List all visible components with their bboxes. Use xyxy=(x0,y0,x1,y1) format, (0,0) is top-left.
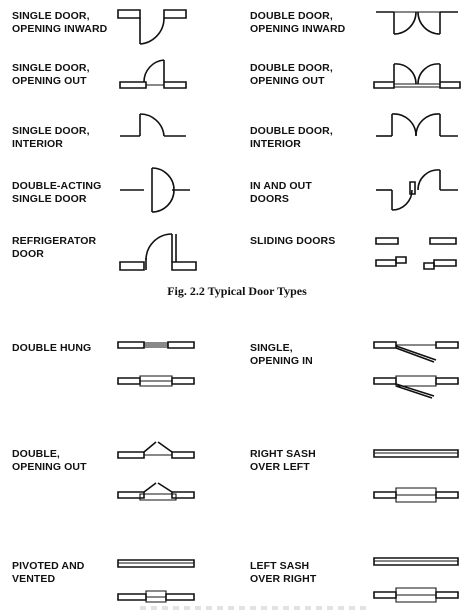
symbol-sliding-doors xyxy=(376,238,456,269)
label-double-door-opening-inward: DOUBLE DOOR, OPENING INWARD xyxy=(250,10,346,35)
label-single-door-interior: SINGLE DOOR, INTERIOR xyxy=(12,125,90,150)
symbol-single-door-opening-inward xyxy=(118,10,186,44)
label-single-door-opening-out: SINGLE DOOR, OPENING OUT xyxy=(12,62,90,87)
label-right-sash-over-left: RIGHT SASH OVER LEFT xyxy=(250,448,316,473)
label-double-door-opening-out: DOUBLE DOOR, OPENING OUT xyxy=(250,62,333,87)
symbol-double-door-interior xyxy=(376,114,458,136)
symbol-left-sash-over-right xyxy=(374,558,458,602)
label-double-door-interior: DOUBLE DOOR, INTERIOR xyxy=(250,125,333,150)
symbol-double-acting-single-door xyxy=(120,168,190,212)
symbol-double-hung xyxy=(118,342,194,386)
symbol-double-door-opening-inward xyxy=(376,12,458,34)
symbol-pivoted-and-vented xyxy=(118,560,194,602)
label-sliding-doors: SLIDING DOORS xyxy=(250,235,336,247)
label-in-and-out-doors: IN AND OUT DOORS xyxy=(250,180,312,205)
label-double-hung: DOUBLE HUNG xyxy=(12,342,92,354)
label-pivoted-and-vented: PIVOTED AND VENTED xyxy=(12,560,85,585)
symbol-right-sash-over-left xyxy=(374,450,458,502)
label-double-acting-single-door: DOUBLE-ACTING SINGLE DOOR xyxy=(12,180,102,205)
figure-caption: Fig. 2.2 Typical Door Types xyxy=(167,284,307,298)
symbol-single-door-interior xyxy=(120,114,186,136)
label-single-opening-in: SINGLE, OPENING IN xyxy=(250,342,313,367)
symbol-double-opening-out xyxy=(118,442,194,500)
label-single-door-opening-inward: SINGLE DOOR, OPENING INWARD xyxy=(12,10,108,35)
label-refrigerator-door: REFRIGERATOR DOOR xyxy=(12,235,97,260)
label-double-opening-out: DOUBLE, OPENING OUT xyxy=(12,448,87,473)
symbol-single-door-opening-out xyxy=(120,60,186,88)
cropped-next-caption-remnant xyxy=(140,606,370,610)
symbol-single-opening-in xyxy=(374,342,458,398)
symbol-refrigerator-door xyxy=(120,234,196,270)
label-left-sash-over-right: LEFT SASH OVER RIGHT xyxy=(250,560,317,585)
symbol-in-and-out-doors xyxy=(376,170,458,210)
symbol-double-door-opening-out xyxy=(374,64,460,88)
